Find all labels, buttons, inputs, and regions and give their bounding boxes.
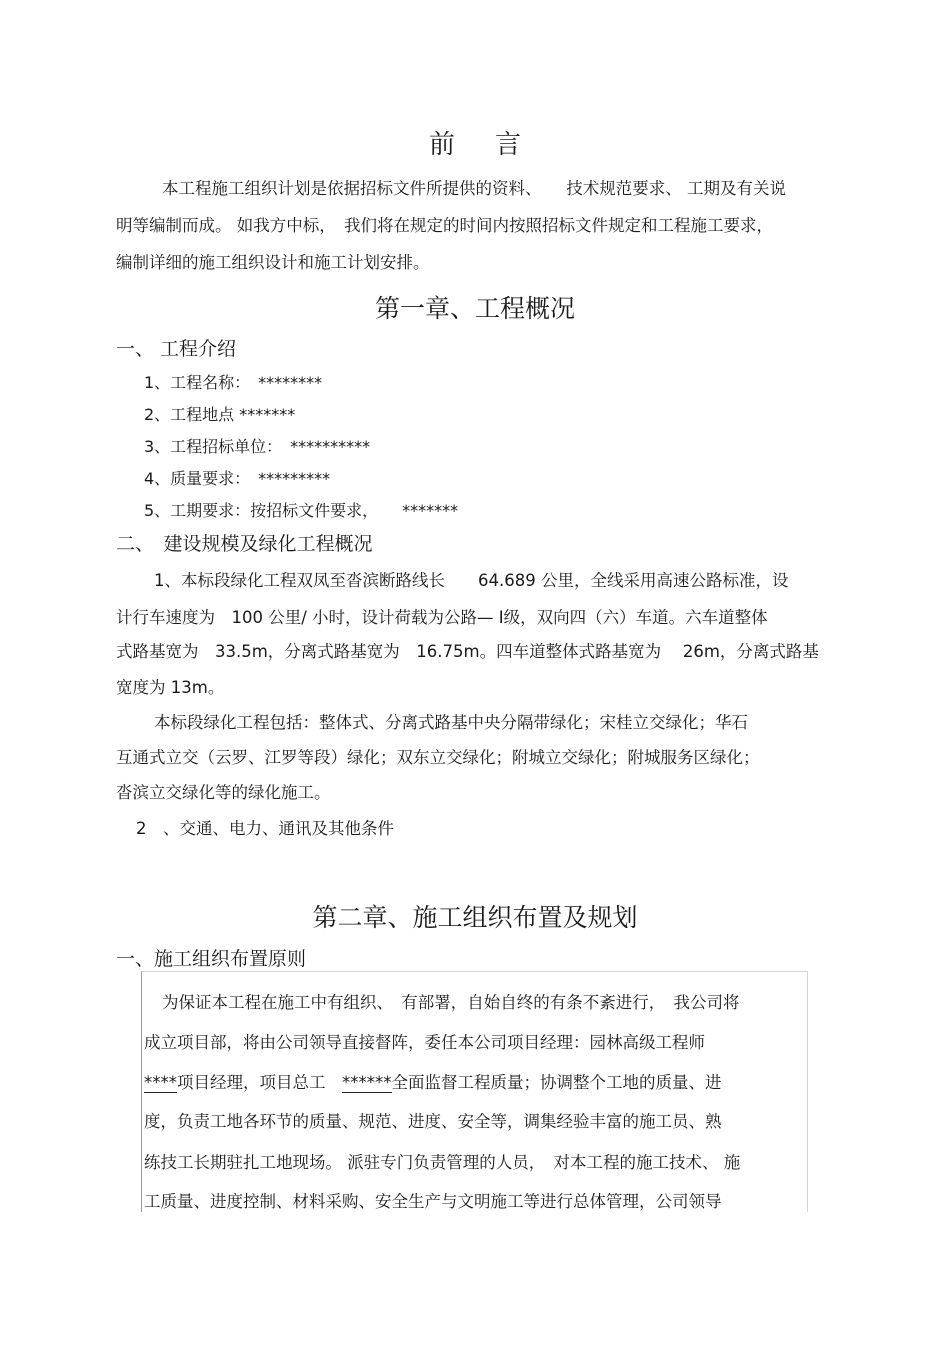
chief-engineer-blank: ****** bbox=[342, 1073, 392, 1092]
quality-requirement-item: 4、质量要求： ********* bbox=[144, 469, 331, 488]
scale-para1-line-4: 宽度为 13m。 bbox=[116, 678, 225, 697]
chapter1-section1-title: 一、 工程介绍 bbox=[116, 338, 237, 360]
scale-para2-line-3: 沓滨立交绿化等的绿化施工。 bbox=[116, 783, 331, 802]
project-name-item: 1、工程名称： ******** bbox=[144, 373, 323, 392]
manager-blank: **** bbox=[144, 1073, 177, 1092]
principle-line-3-part1: 项目经理，项目总工 bbox=[177, 1073, 342, 1092]
schedule-requirement-item: 5、工期要求：按招标文件要求， ******* bbox=[144, 501, 459, 520]
traffic-power-item: 2 、交通、电力、通讯及其他条件 bbox=[136, 819, 394, 838]
principle-line-1: 为保证本工程在施工中有组织、 有部署，自始自终的有条不紊进行， 我公司将 bbox=[162, 993, 740, 1012]
preface-title: 前言 bbox=[428, 130, 561, 160]
scale-para2-line-2: 互通式立交（云罗、江罗等段）绿化；双东立交绿化；附城立交绿化；附城服务区绿化； bbox=[116, 748, 760, 767]
principle-line-2: 成立项目部，将由公司领导直接督阵，委任本公司项目经理：园林高级工程师 bbox=[144, 1033, 705, 1052]
preface-line-1: 本工程施工组织计划是依据招标文件所提供的资料、 技术规范要求、 工期及有关说 bbox=[162, 179, 786, 198]
chapter1-title: 第一章、工程概况 bbox=[374, 294, 575, 323]
scale-para1-line-1: 1、本标段绿化工程双凤至沓滨断路线长 64.689 公里，全线采用高速公路标准，设 bbox=[154, 571, 789, 590]
tender-unit-item: 3、工程招标单位： ********** bbox=[144, 437, 371, 456]
chapter2-title: 第二章、施工组织布置及规划 bbox=[312, 903, 638, 932]
chapter1-section2-title: 二、 建设规模及绿化工程概况 bbox=[116, 533, 373, 555]
preface-line-2: 明等编制而成。 如我方中标， 我们将在规定的时间内按照招标文件规定和工程施工要求， bbox=[116, 216, 773, 235]
chapter2-section1-title: 一、施工组织布置原则 bbox=[116, 948, 307, 970]
principle-line-3 bbox=[144, 1069, 722, 1093]
scale-para2-line-1: 本标段绿化工程包括：整体式、分离式路基中央分隔带绿化；宋桂立交绿化；华石 bbox=[154, 713, 748, 732]
scale-para1-line-2: 计行车速度为 100 公里/ 小时，设计荷载为公路— Ⅰ级，双向四（六）车道。六车道整体 bbox=[116, 608, 768, 627]
scale-para1-line-3: 式路基宽为 33.5m，分离式路基宽为 16.75m。四车道整体式路基宽为 26m，分离式路基 bbox=[116, 642, 819, 661]
principle-line-4: 度，负责工地各环节的质量、规范、进度、安全等，调集经验丰富的施工员、熟 bbox=[144, 1112, 722, 1131]
preface-line-3: 编制详细的施工组织设计和施工计划安排。 bbox=[116, 253, 430, 272]
principle-line-3-part2: 全面监督工程质量；协调整个工地的质量、进 bbox=[391, 1073, 722, 1092]
principle-line-5: 练技工长期驻扎工地现场。 派驻专门负责管理的人员， 对本工程的施工技术、 施 bbox=[144, 1153, 741, 1172]
principle-line-6: 工质量、进度控制、材料采购、安全生产与文明施工等进行总体管理，公司领导 bbox=[144, 1192, 722, 1211]
project-location-item: 2、工程地点 ******* bbox=[144, 405, 296, 424]
